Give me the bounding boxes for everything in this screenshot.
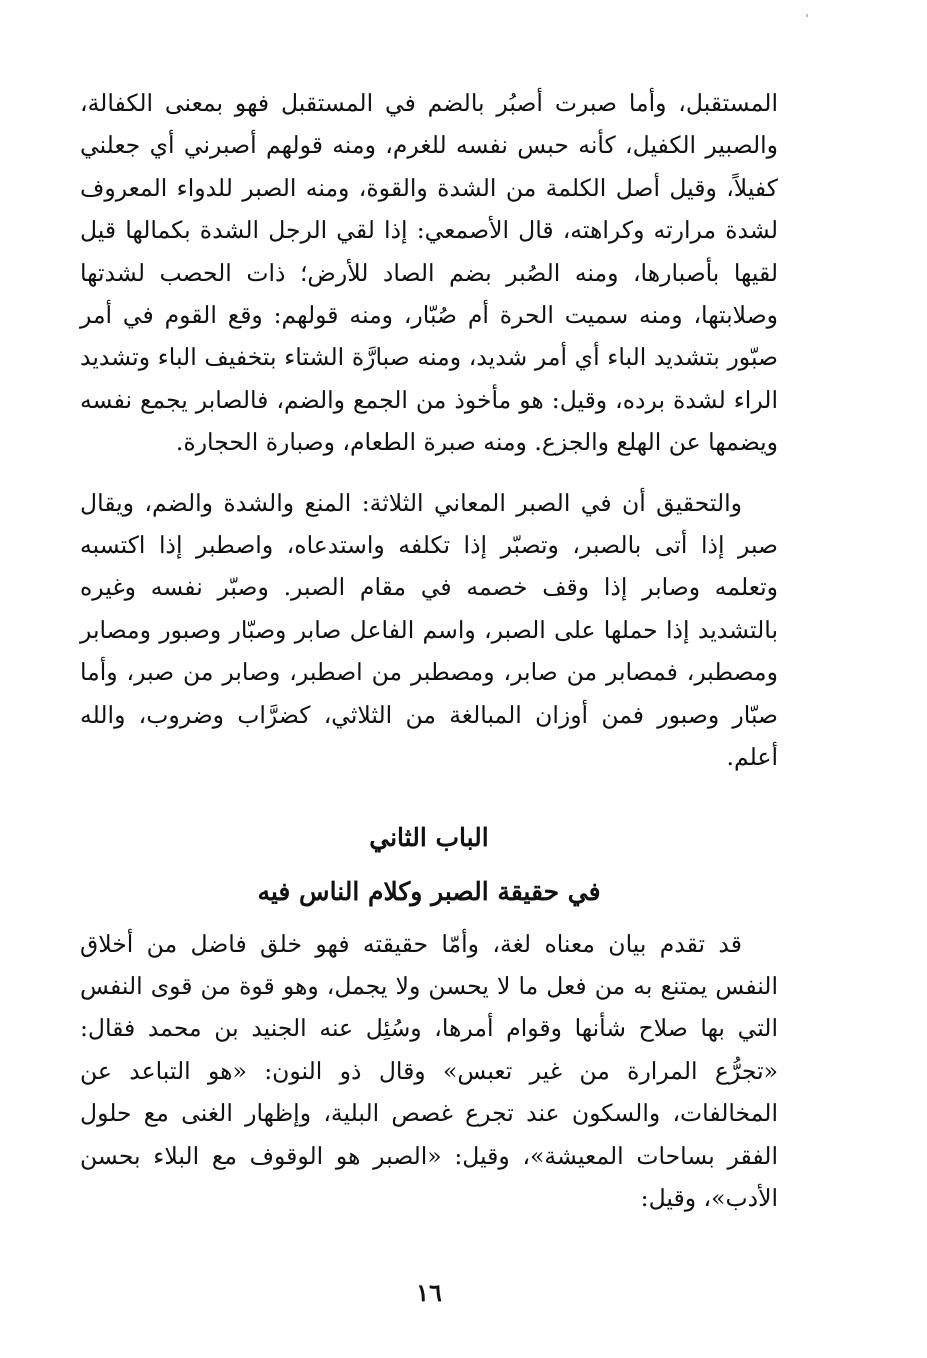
book-page xyxy=(80,82,778,1342)
paragraph-etymology: المستقبل، وأما صبرت أصبُر بالضم في المستقبل فهو بمعنى الكفالة، والصبير الكفيل، كأنه حبس نفسه للغرم، ومنه قولهم أصبرني أي جعلني كفيلاً، وقيل أصل الكلمة من الشدة والقوة، ومنه الصبر للدواء المعروف لشدة مرارته وكراهته، قال الأصمعي: إذا لقي الرجل الشدة بكمالها قيل لقيها بأصبارها، ومنه الصُبر بضم الصاد للأرض؛ ذات الحصب لشدتها وصلابتها، ومنه سميت الحرة أم صُبّار، ومنه قولهم: وقع القوم في أمر صبّور بتشديد الباء أي أمر شديد، ومنه صبارَّة الشتاء بتخفيف الباء وتشديد الراء لشدة برده، وقيل: هو مأخوذ من الجمع والضم، فالصابر يجمع نفسه ويضمها عن الهلع والجزع. ومنه صبرة الطعام، وصبارة الحجارة. xyxy=(80,89,779,457)
scan-speck xyxy=(806,14,808,17)
page-number: ١٦ xyxy=(416,1278,442,1307)
paragraph-definition: قد تقدم بيان معناه لغة، وأمّا حقيقته فهو خلق فاضل من أخلاق النفس يمتنع به من فعل ما لا يحسن ولا يجمل، وهو قوة من قوى النفس التي بها صلاح شأنها وقوام أمرها، وسُئِل عنه الجنيد بن محمد فقال: «تجرُّع المرارة من غير تعبس» وقال ذو النون: «هو التباعد عن المخالفات، والسكون عند تجرع غصص البلية، وإظهار الغنى مع حلول الفقر بساحات المعيشة»، وقيل: «الصبر هو الوقوف مع البلاء بحسن الأدب»، وقيل: xyxy=(80,929,778,1212)
chapter-title: الباب الثاني xyxy=(369,822,489,852)
chapter-subtitle: في حقيقة الصبر وكلام الناس فيه xyxy=(257,876,601,906)
paragraph-meanings: والتحقيق أن في الصبر المعاني الثلاثة: المنع والشدة والضم، ويقال صبر إذا أتى بالصبر، وتصبّر إذا تكلفه واستدعاه، واصطبر إذا اكتسبه وتعلمه وصابر إذا وقف خصمه في مقام الصبر. وصبّر نفسه وغيره بالتشديد إذا حملها على الصبر، واسم الفاعل صابر وصبّار وصبور ومصابر ومصطبر، فمصابر من صابر، ومصطبر من اصطبر، وصابر من صبر، وأما صبّار وصبور فمن أوزان المبالغة من الثلاثي، كضرَّاب وضروب، والله أعلم. xyxy=(80,488,778,772)
